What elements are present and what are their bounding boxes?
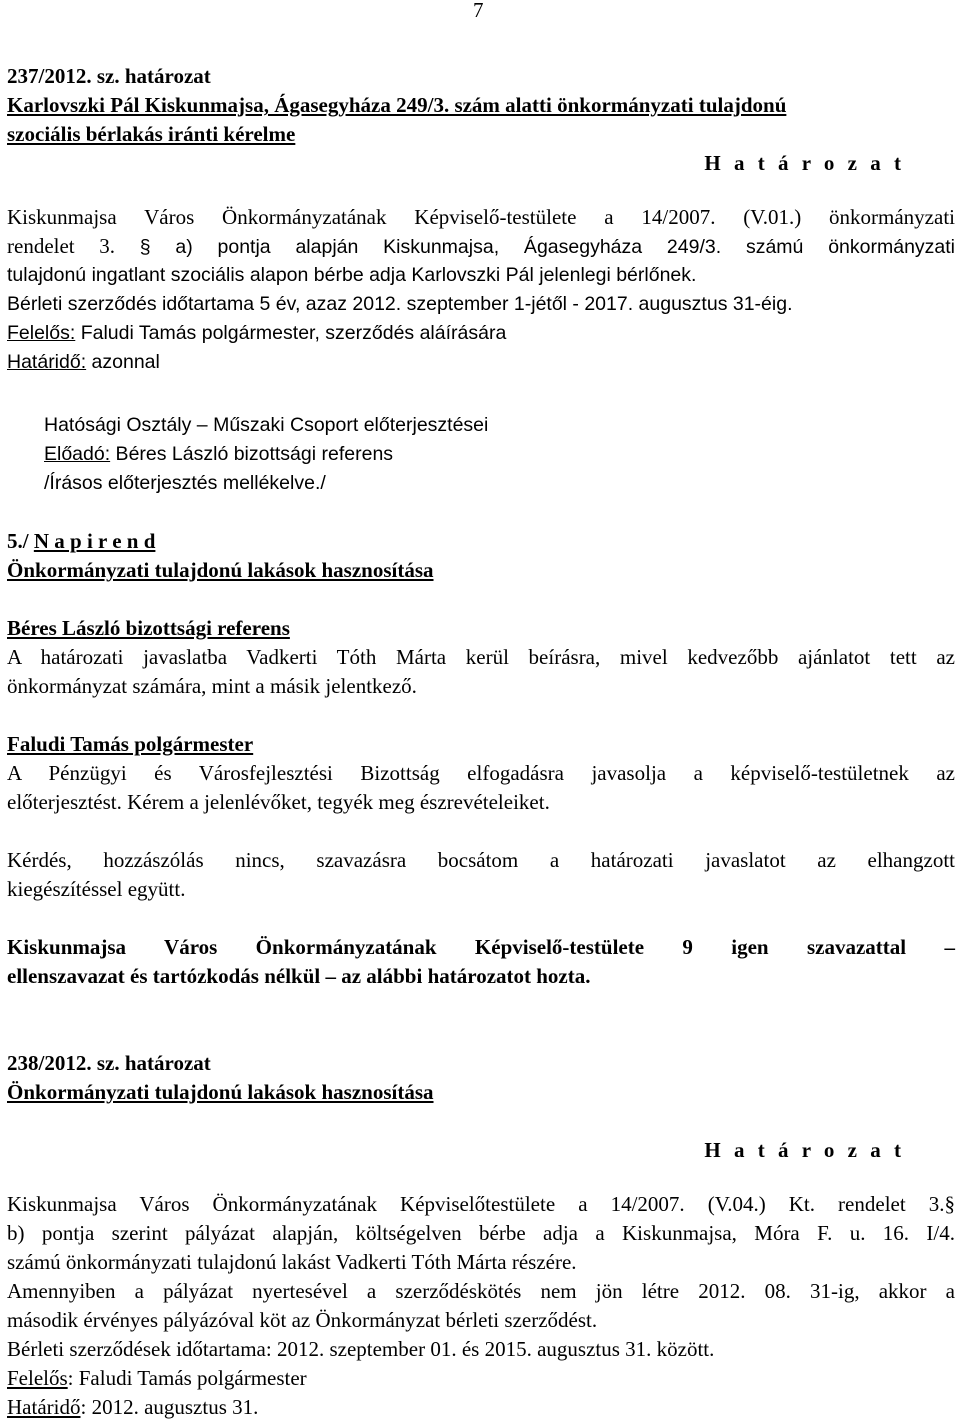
resolution-237-body-line-3: tulajdonú ingatlant szociális alapon bérbe adja Karlovszki Pál jelenlegi bérlőnek. <box>7 264 697 286</box>
resolution-238-body-line-3: számú önkormányzati tulajdonú lakást Vadkerti Tóth Márta részére. <box>7 1250 577 1274</box>
section-note: /Írásos előterjesztés mellékelve./ <box>44 472 326 494</box>
resolution-237-subject-line-2: szociális bérlakás iránti kérelme <box>7 122 296 146</box>
resolution-237-responsible <box>7 319 506 348</box>
resolution-238-body-line-4: Amennyiben a pályázat nyertesével a szerződéskötés nem jön létre 2012. 08. 31-ig, akkor a <box>7 1279 955 1303</box>
resolution-237-subject-line-1: Karlovszki Pál Kiskunmajsa, Ágasegyháza 249/3. szám alatti önkormányzati tulajdonú <box>7 93 787 117</box>
resolution-237-title: 237/2012. sz. határozat <box>7 64 211 88</box>
speaker-2-line-2: előterjesztést. Kérem a jelenlévőket, tegyék meg észrevételeiket. <box>7 790 550 814</box>
resolution-237-heading: H a t á r o z a t <box>704 151 905 175</box>
section-title: Hatósági Osztály – Műszaki Csoport előterjesztései <box>44 414 489 436</box>
question-line-2: kiegészítéssel együtt. <box>7 877 186 901</box>
agenda-5-header <box>7 527 155 556</box>
resolution-237-body-line-1: Kiskunmajsa Város Önkormányzatának Képviselő-testülete a 14/2007. (V.01.) önkormányzati <box>7 205 955 229</box>
resolution-238-body-line-1: Kiskunmajsa Város Önkormányzatának Képviselőtestülete a 14/2007. (V.04.) Kt. rendelet 3.§ <box>7 1192 955 1216</box>
speaker-2-name: Faludi Tamás polgármester <box>7 732 254 756</box>
vote-line-1: Kiskunmajsa Város Önkormányzatának Képviselő-testülete 9 igen szavazattal – <box>7 935 955 959</box>
speaker-1-line-1: A határozati javaslatba Vadkerti Tóth Márta kerül beírásra, mivel kedvezőbb ajánlatot tett az <box>7 645 955 669</box>
resolution-238-subject: Önkormányzati tulajdonú lakások hasznosítása <box>7 1080 434 1104</box>
deadline-value: : 2012. augusztus 31. <box>80 1395 259 1419</box>
resolution-238-title: 238/2012. sz. határozat <box>7 1051 211 1075</box>
resolution-238-deadline <box>7 1393 258 1422</box>
resolution-237-body-line-4: Bérleti szerződés időtartama 5 év, azaz 2012. szeptember 1-jétől - 2017. augusztus 31-éig. <box>7 293 793 315</box>
section-presenter <box>44 440 393 469</box>
question-line-1: Kérdés, hozzászólás nincs, szavazásra bocsátom a határozati javaslatot az elhangzott <box>7 848 955 872</box>
resolution-238-body-line-2: b) pontja szerint pályázat alapján, költségelven bérbe adja a Kiskunmajsa, Móra F. u. 16. I/4. <box>7 1221 955 1245</box>
speaker-1-line-2: önkormányzat számára, mint a másik jelentkező. <box>7 674 417 698</box>
presenter-label: Előadó: <box>44 443 111 465</box>
resolution-238-body-line-5: második érvényes pályázóval köt az Önkormányzat bérleti szerződést. <box>7 1308 598 1332</box>
resolution-238-responsible <box>7 1364 307 1393</box>
resolution-237-deadline <box>7 348 160 377</box>
vote-line-2: ellenszavazat és tartózkodás nélkül – az alábbi határozatot hozta. <box>7 964 591 988</box>
agenda-number: 5./ <box>7 529 34 553</box>
agenda-label: N a p i r e n d <box>33 529 156 553</box>
resolution-237-body-line-2a: rendelet 3. <box>7 234 116 258</box>
resolution-238-heading: H a t á r o z a t <box>704 1138 905 1162</box>
resolution-238-body-line-6: Bérleti szerződések időtartama: 2012. szeptember 01. és 2015. augusztus 31. között. <box>7 1337 715 1361</box>
responsible-label: Felelős: <box>7 322 76 344</box>
resolution-237-body-line-2 <box>7 232 955 262</box>
responsible-value: Faludi Tamás polgármester, szerződés aláírására <box>75 322 507 344</box>
responsible-label: Felelős <box>7 1366 68 1390</box>
agenda-5-title: Önkormányzati tulajdonú lakások hasznosítása <box>7 558 434 582</box>
deadline-label: Határidő: <box>7 351 87 373</box>
speaker-2-line-1: A Pénzügyi és Városfejlesztési Bizottság elfogadásra javasolja a képviselő-testületnek az <box>7 761 955 785</box>
presenter-value: Béres László bizottsági referens <box>110 443 394 465</box>
resolution-237-body-line-2b: § a) pontja alapján Kiskunmajsa, Ágasegyháza 249/3. számú önkormányzati <box>139 236 956 258</box>
speaker-1-name: Béres László bizottsági referens <box>7 616 290 640</box>
page-number: 7 <box>473 0 484 22</box>
deadline-value: azonnal <box>86 351 160 373</box>
responsible-value: : Faludi Tamás polgármester <box>67 1366 307 1390</box>
deadline-label: Határidő <box>7 1395 81 1419</box>
